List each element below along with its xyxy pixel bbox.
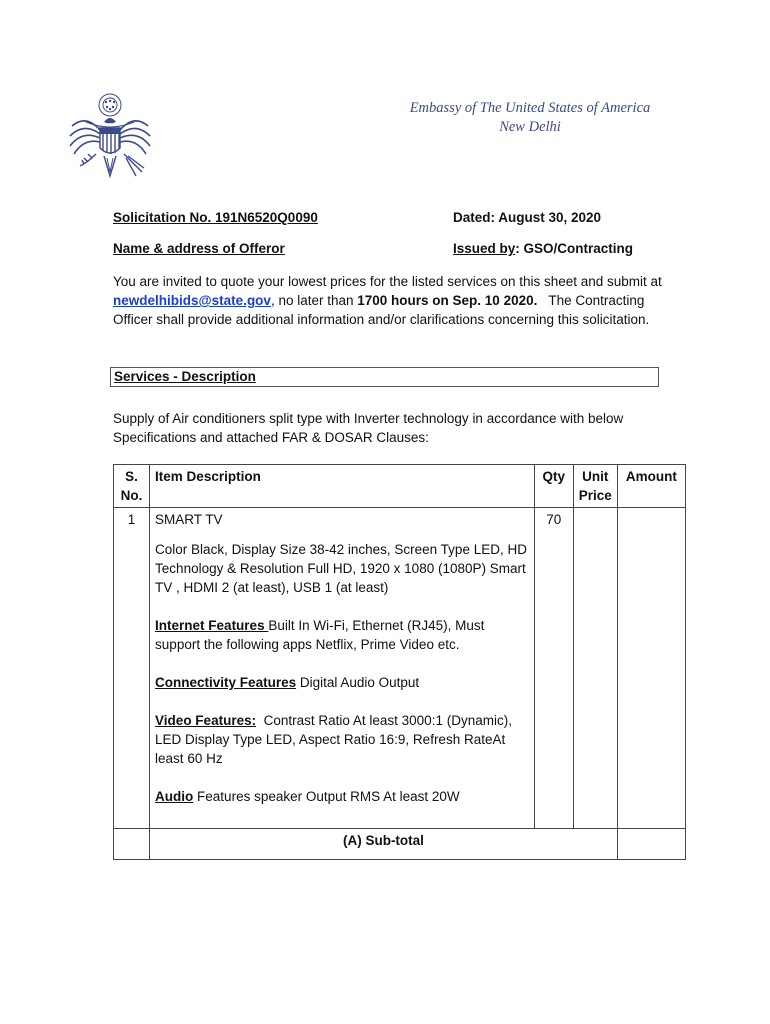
connectivity-features-label: Connectivity Features xyxy=(155,675,297,690)
subtotal-amount[interactable] xyxy=(617,829,685,860)
audio-features-label: Audio xyxy=(155,789,194,804)
header-qty: Qty xyxy=(534,465,573,508)
subtotal-label: (A) Sub-total xyxy=(150,829,618,860)
issued-by xyxy=(453,241,633,256)
subtotal-row xyxy=(114,829,686,860)
connectivity-features xyxy=(155,673,529,692)
services-heading: Services - Description xyxy=(114,369,256,384)
video-features-text: Contrast Ratio At least 3000:1 (Dynamic), LED Display Type LED, Aspect Ratio 16:9, Refresh RateAt least 60 Hz xyxy=(155,713,516,766)
internet-features xyxy=(155,616,529,654)
services-heading-box xyxy=(110,367,659,387)
issued-by-value: : GSO/Contracting xyxy=(515,241,634,256)
supply-description: Supply of Air conditioners split type with Inverter technology in accordance with below Specifications and attached FAR & DOSAR Clauses: xyxy=(113,411,624,445)
header-unit-price: Unit Price xyxy=(573,465,617,508)
video-features xyxy=(155,711,529,768)
row-unit-price[interactable] xyxy=(573,508,617,829)
date-label: Dated: August 30, 2020 xyxy=(453,210,602,225)
row-amount[interactable] xyxy=(617,508,685,829)
invite-text-3: The Contracting Officer shall provide additional information and/or clarifications concerning this solicitation. xyxy=(113,293,650,327)
invite-text-2: , no later than xyxy=(270,293,358,308)
invite-text-1: You are invited to quote your lowest prices for the listed services on this sheet and submit at xyxy=(113,274,662,289)
item-spec: Color Black, Display Size 38-42 inches, Screen Type LED, HD Technology & Resolution Full HD, 1920 x 1080 (1080P) Smart TV , HDMI 2 (at least), USB 1 (at least) xyxy=(155,542,527,595)
row-item-description xyxy=(150,508,535,829)
table-header-row xyxy=(114,465,686,508)
audio-features-text: Features speaker Output RMS At least 20W xyxy=(193,789,460,804)
connectivity-features-text: Digital Audio Output xyxy=(296,675,420,690)
embassy-heading xyxy=(370,99,690,137)
row-sno: 1 xyxy=(114,508,150,829)
issued-by-label: Issued by xyxy=(453,241,516,256)
header-sno: S. No. xyxy=(114,465,150,508)
offeror-name-address: Name & address of Offeror xyxy=(113,241,285,256)
deadline: 1700 hours on Sep. 10 2020. xyxy=(357,293,538,308)
embassy-city: New Delhi xyxy=(499,119,561,135)
invitation-paragraph xyxy=(113,272,673,329)
us-great-seal-icon xyxy=(66,92,154,184)
internet-features-label: Internet Features xyxy=(155,618,269,633)
video-features-label: Video Features: xyxy=(155,713,257,728)
header-item-description: Item Description xyxy=(150,465,535,508)
table-row xyxy=(114,508,686,829)
header-amount: Amount xyxy=(617,465,685,508)
subtotal-sno-cell xyxy=(114,829,150,860)
item-title: SMART TV xyxy=(155,512,223,527)
items-table xyxy=(113,464,686,860)
solicitation-number: Solicitation No. 191N6520Q0090 xyxy=(113,210,318,225)
row-qty: 70 xyxy=(534,508,573,829)
embassy-name: Embassy of The United States of America xyxy=(409,100,651,116)
internet-features-text: Built In Wi-Fi, Ethernet (RJ45), Must support the following apps Netflix, Prime Video etc. xyxy=(155,618,485,652)
bid-email-link[interactable]: newdelhibids@state.gov xyxy=(113,293,271,308)
audio-features xyxy=(155,787,529,806)
